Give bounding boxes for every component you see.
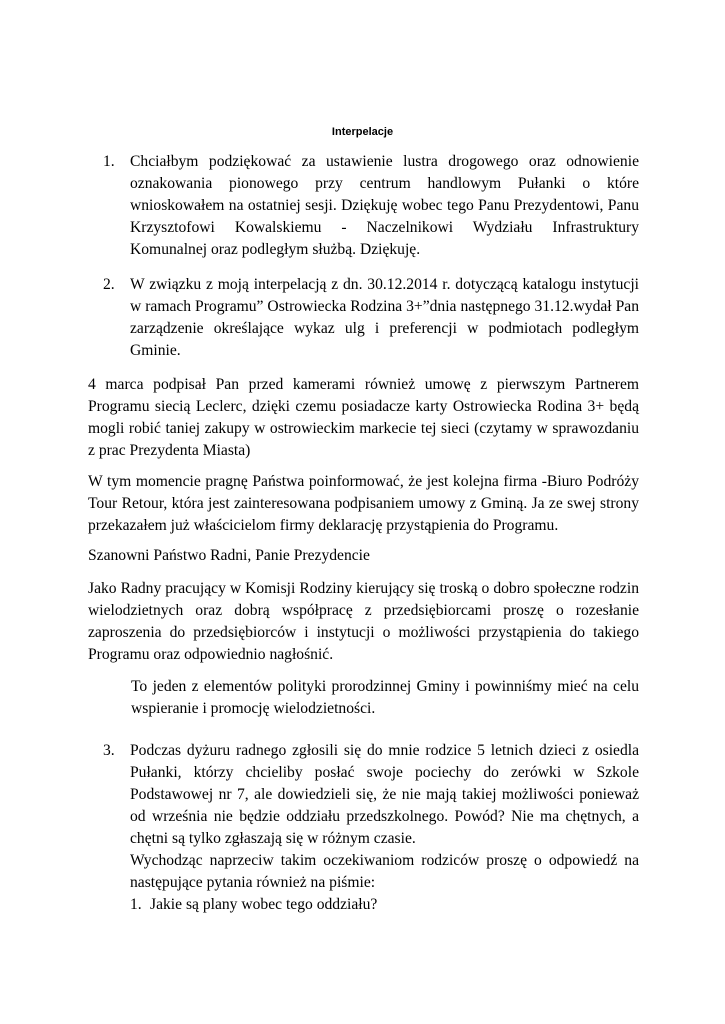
paragraph-policy: To jeden z elementów polityki prorodzinnej Gminy i powinniśmy mieć na celu wspieranie i promocję wielodzietności. [131, 678, 639, 717]
list-item-1 [103, 151, 639, 261]
paragraph-leclerc: 4 marca podpisał Pan przed kamerami również umowę z pierwszym Partnerem Programu siecią Leclerc, dzięki czemu posiadacze karty Ostrowiecka Rodina 3+ będą mogli robić taniej zakupy w ostrowieckim markecie tej sieci (czytamy w sprawozdaniu z prac Prezydenta Miasta) [88, 376, 639, 459]
paragraph-salutation: Szanowni Państwo Radni, Panie Prezydencie [88, 547, 370, 564]
sub-list-item-1 [130, 894, 639, 916]
list-number: 2. [103, 276, 115, 293]
paragraph-request: Jako Radny pracujący w Komisji Rodziny kierujący się troską o dobro społeczne rodzin wielodzietnych oraz dobrą współpracę z przedsiębiorcami proszę o rozesłanie zaproszenia do przedsiębiorców i instytucji o możliwości przystąpienia do takiego Programu oraz odpowiednio nagłośnić. [88, 580, 639, 663]
list-item-text: W związku z moją interpelacją z dn. 30.12.2014 r. dotyczącą katalogu instytucji w ramach Programu” Ostrowiecka Rodzina 3+”dnia następnego 31.12.wydał Pan zarządzenie określające wykaz ulg i preferencji w podmiotach podległym Gminie. [130, 276, 639, 359]
list-item-2 [103, 274, 639, 362]
list-item-text: Chciałbym podziękować za ustawienie lustra drogowego oraz odnowienie oznakowania pionowego przy centrum handlowym Pułanki o które wnioskowałem na ostatniej sesji. Dziękuję wobec tego Panu Prezydentowi, Panu Krzysztofowi Kowalskiemu - Naczelnikowi Wydziału Infrastruktury Komunalnej oraz podległym służbą. Dziękuję. [130, 153, 639, 258]
document-title: Interpelacje [331, 126, 394, 138]
list-number: 1. [103, 153, 115, 170]
list-item-3 [103, 740, 639, 916]
list-item-text: Podczas dyżuru radnego zgłosili się do mnie rodzice 5 letnich dzieci z osiedla Pułanki, którzy chcieliby posłać swoje pociechy do zerówki w Szkole Podstawowej nr 7, ale dowiedzieli się, że nie mają takiej możliwości ponieważ od września nie będzie oddziału przedszkolnego. Powód? Nie ma chętnych, a chętni są tylko zgłaszają się w różnym czasie. [130, 742, 639, 847]
sub-list-item-text: Jakie są plany wobec tego oddziału? [150, 896, 378, 913]
list-number: 3. [103, 742, 115, 759]
sub-list-number: 1. [130, 896, 142, 913]
paragraph-tour-retour: W tym momencie pragnę Państwa poinformować, że jest kolejna firma -Biuro Podróży Tour Retour, która jest zainteresowana podpisaniem umowy z Gminą. Ja ze swej strony przekazałem już właścicielom firmy deklarację przystąpienia do Programu. [88, 473, 639, 534]
list-item-followup: Wychodząc naprzeciw takim oczekiwaniom rodziców proszę o odpowiedź na następujące pytania również na piśmie: [130, 852, 639, 891]
